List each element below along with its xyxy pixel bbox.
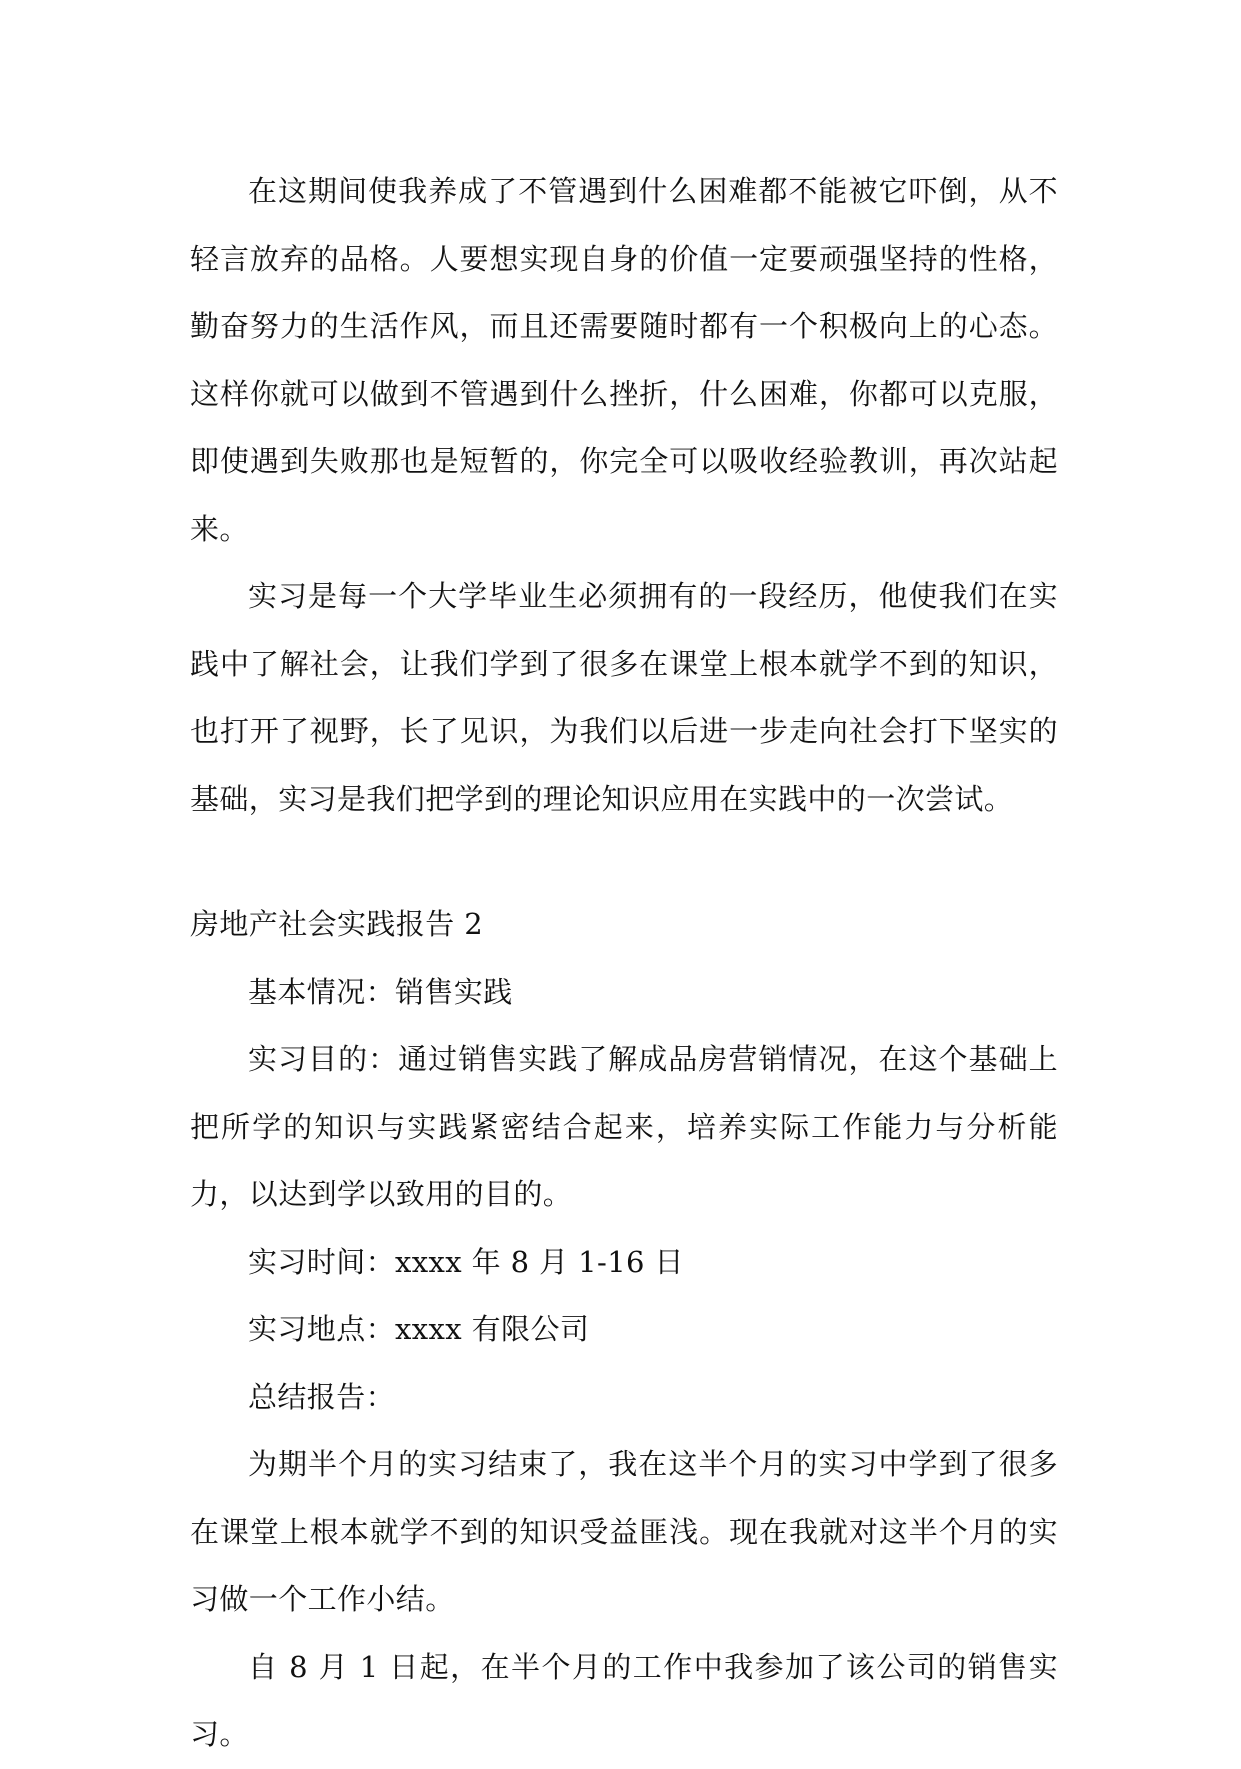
paragraph: 为期半个月的实习结束了，我在这半个月的实习中学到了很多在课堂上根本就学不到的知识受益匪浅。现在我就对这半个月的实习做一个工作小结。 [190,1447,1058,1616]
section-title: 房地产社会实践报告 2 [190,907,484,941]
paragraph-location: 实习地点：xxxx 有限公司 [248,1312,590,1346]
paragraph: 实习是每一个大学毕业生必须拥有的一段经历，他使我们在实践中了解社会，让我们学到了很多在课堂上根本就学不到的知识，也打开了视野，长了见识，为我们以后进一步走向社会打下坚实的基础，实习是我们把学到的理论知识应用在实践中的一次尝试。 [190,579,1058,816]
paragraph: 自 8 月 1 日起，在半个月的工作中我参加了该公司的销售实习。 [190,1649,1058,1751]
paragraph-basic-info: 基本情况：销售实践 [248,974,513,1009]
paragraph-summary-heading: 总结报告： [248,1379,396,1414]
paragraph-purpose: 实习目的：通过销售实践了解成品房营销情况，在这个基础上把所学的知识与实践紧密结合起来，培养实际工作能力与分析能力，以达到学以致用的目的。 [190,1042,1058,1211]
paragraph-time: 实习时间：xxxx 年 8 月 1-16 日 [248,1244,684,1279]
paragraph: 在这期间使我养成了不管遇到什么困难都不能被它吓倒，从不轻言放弃的品格。人要想实现自身的价值一定要顽强坚持的性格，勤奋努力的生活作风，而且还需要随时都有一个积极向上的心态。这样你就可以做到不管遇到什么挫折，什么困难，你都可以克服，即使遇到失败那也是短暂的，你完全可以吸收经验教训，再次站起来。 [190,174,1058,546]
document-body [190,158,1058,1769]
